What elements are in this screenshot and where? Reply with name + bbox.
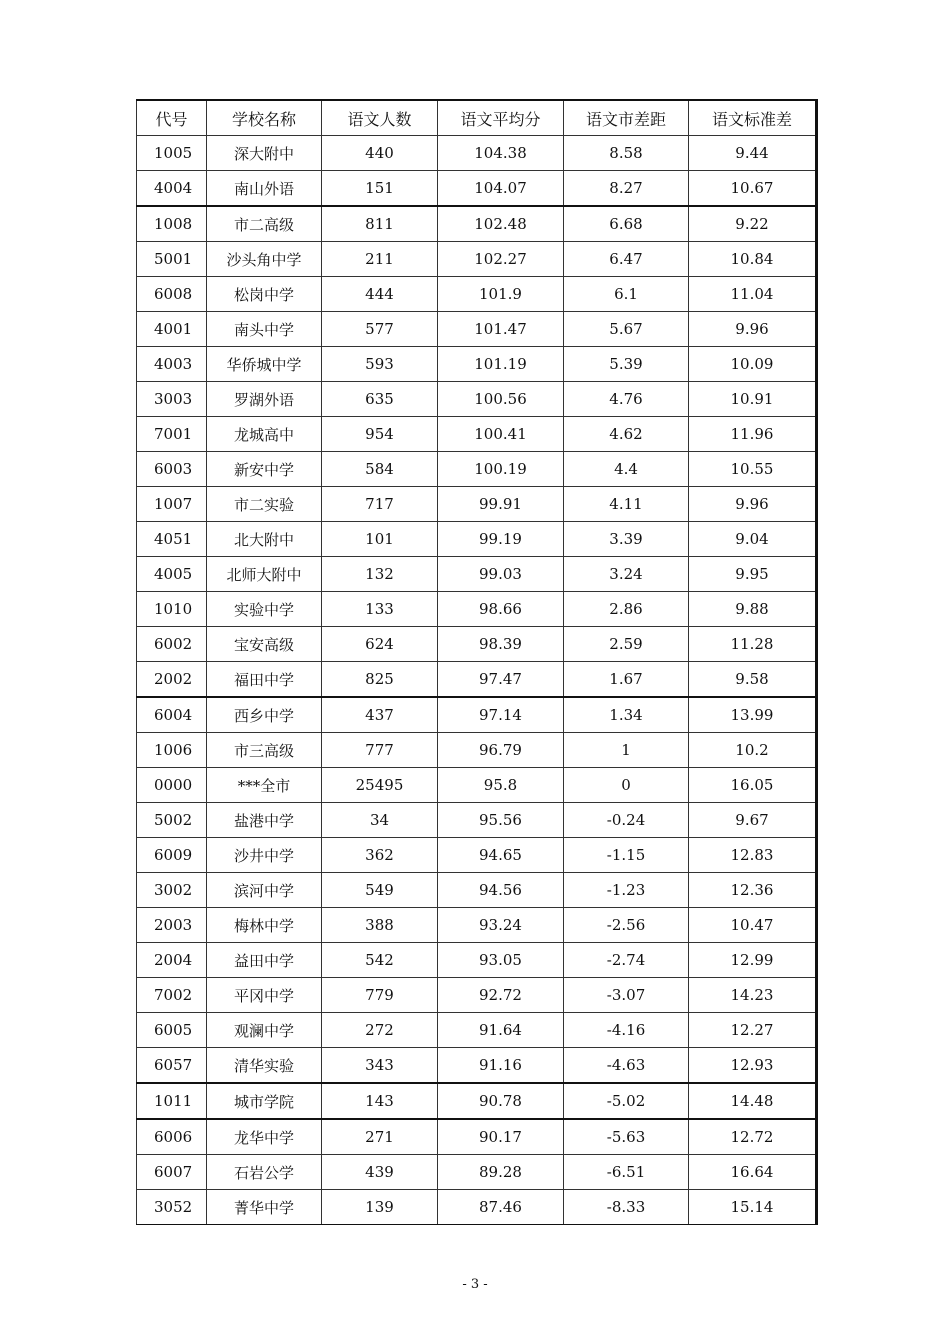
cell-std-dev: 9.96 (689, 487, 817, 522)
cell-school-name: 西乡中学 (207, 697, 322, 733)
table-header (137, 100, 817, 136)
table-row (137, 277, 817, 312)
cell-city-gap: 4.4 (564, 452, 689, 487)
cell-city-gap: 3.24 (564, 557, 689, 592)
cell-average-score: 101.47 (438, 312, 564, 347)
table-row (137, 382, 817, 417)
cell-city-gap: -1.23 (564, 873, 689, 908)
cell-city-gap: -3.07 (564, 978, 689, 1013)
cell-code: 2004 (137, 943, 207, 978)
cell-student-count: 132 (322, 557, 438, 592)
cell-average-score: 100.56 (438, 382, 564, 417)
cell-school-name: 观澜中学 (207, 1013, 322, 1048)
cell-code: 1005 (137, 136, 207, 171)
cell-city-gap: -5.02 (564, 1083, 689, 1119)
cell-std-dev: 14.48 (689, 1083, 817, 1119)
cell-city-gap: 4.11 (564, 487, 689, 522)
cell-city-gap: -8.33 (564, 1190, 689, 1225)
header-std-dev: 语文标准差 (689, 100, 817, 136)
cell-std-dev: 10.2 (689, 733, 817, 768)
cell-student-count: 811 (322, 206, 438, 242)
cell-std-dev: 10.91 (689, 382, 817, 417)
cell-std-dev: 9.95 (689, 557, 817, 592)
cell-city-gap: 2.86 (564, 592, 689, 627)
cell-average-score: 99.19 (438, 522, 564, 557)
page-number: - 3 - (462, 1277, 488, 1292)
cell-average-score: 101.9 (438, 277, 564, 312)
cell-std-dev: 14.23 (689, 978, 817, 1013)
cell-code: 3052 (137, 1190, 207, 1225)
cell-code: 6008 (137, 277, 207, 312)
cell-average-score: 100.41 (438, 417, 564, 452)
cell-student-count: 437 (322, 697, 438, 733)
cell-average-score: 102.48 (438, 206, 564, 242)
cell-student-count: 343 (322, 1048, 438, 1084)
cell-student-count: 139 (322, 1190, 438, 1225)
cell-city-gap: 2.59 (564, 627, 689, 662)
table-row (137, 1119, 817, 1155)
cell-city-gap: -2.74 (564, 943, 689, 978)
header-city-gap: 语文市差距 (564, 100, 689, 136)
cell-school-name: 华侨城中学 (207, 347, 322, 382)
cell-city-gap: 6.47 (564, 242, 689, 277)
cell-code: 1006 (137, 733, 207, 768)
cell-school-name: ***全市 (207, 768, 322, 803)
cell-city-gap: 4.76 (564, 382, 689, 417)
table-row (137, 347, 817, 382)
cell-school-name: 南山外语 (207, 171, 322, 207)
cell-code: 3002 (137, 873, 207, 908)
cell-average-score: 100.19 (438, 452, 564, 487)
cell-code: 6006 (137, 1119, 207, 1155)
cell-average-score: 99.03 (438, 557, 564, 592)
table-row (137, 803, 817, 838)
cell-std-dev: 12.99 (689, 943, 817, 978)
cell-std-dev: 16.64 (689, 1155, 817, 1190)
table-body (137, 136, 817, 1225)
table-row (137, 592, 817, 627)
cell-student-count: 584 (322, 452, 438, 487)
cell-student-count: 542 (322, 943, 438, 978)
cell-code: 4005 (137, 557, 207, 592)
table-row (137, 943, 817, 978)
cell-std-dev: 10.84 (689, 242, 817, 277)
cell-school-name: 龙华中学 (207, 1119, 322, 1155)
cell-student-count: 444 (322, 277, 438, 312)
cell-average-score: 99.91 (438, 487, 564, 522)
cell-std-dev: 12.27 (689, 1013, 817, 1048)
cell-std-dev: 10.47 (689, 908, 817, 943)
cell-student-count: 954 (322, 417, 438, 452)
cell-student-count: 133 (322, 592, 438, 627)
table-row (137, 1190, 817, 1225)
cell-city-gap: 5.67 (564, 312, 689, 347)
cell-code: 4051 (137, 522, 207, 557)
cell-school-name: 梅林中学 (207, 908, 322, 943)
cell-school-name: 盐港中学 (207, 803, 322, 838)
cell-std-dev: 16.05 (689, 768, 817, 803)
cell-code: 1008 (137, 206, 207, 242)
header-school-name: 学校名称 (207, 100, 322, 136)
header-row (137, 100, 817, 136)
table-row (137, 452, 817, 487)
table-row (137, 487, 817, 522)
cell-std-dev: 11.96 (689, 417, 817, 452)
cell-city-gap: 8.58 (564, 136, 689, 171)
cell-std-dev: 12.36 (689, 873, 817, 908)
cell-code: 2002 (137, 662, 207, 698)
cell-city-gap: -5.63 (564, 1119, 689, 1155)
cell-city-gap: 5.39 (564, 347, 689, 382)
cell-city-gap: -4.16 (564, 1013, 689, 1048)
cell-city-gap: 1 (564, 733, 689, 768)
cell-std-dev: 11.28 (689, 627, 817, 662)
table-row (137, 522, 817, 557)
cell-std-dev: 10.09 (689, 347, 817, 382)
cell-student-count: 779 (322, 978, 438, 1013)
table-row (137, 1013, 817, 1048)
cell-average-score: 95.56 (438, 803, 564, 838)
cell-school-name: 南头中学 (207, 312, 322, 347)
cell-city-gap: -4.63 (564, 1048, 689, 1084)
cell-student-count: 271 (322, 1119, 438, 1155)
cell-school-name: 罗湖外语 (207, 382, 322, 417)
table-row (137, 697, 817, 733)
cell-average-score: 94.56 (438, 873, 564, 908)
table-row (137, 1048, 817, 1084)
header-code: 代号 (137, 100, 207, 136)
cell-student-count: 717 (322, 487, 438, 522)
cell-city-gap: 3.39 (564, 522, 689, 557)
cell-code: 7001 (137, 417, 207, 452)
cell-school-name: 滨河中学 (207, 873, 322, 908)
cell-school-name: 菁华中学 (207, 1190, 322, 1225)
cell-student-count: 34 (322, 803, 438, 838)
cell-code: 6057 (137, 1048, 207, 1084)
school-score-table (136, 99, 818, 1225)
cell-student-count: 635 (322, 382, 438, 417)
cell-std-dev: 15.14 (689, 1190, 817, 1225)
cell-average-score: 104.38 (438, 136, 564, 171)
cell-average-score: 98.39 (438, 627, 564, 662)
cell-school-name: 龙城高中 (207, 417, 322, 452)
cell-average-score: 94.65 (438, 838, 564, 873)
cell-city-gap: 8.27 (564, 171, 689, 207)
cell-school-name: 市二高级 (207, 206, 322, 242)
table-row (137, 662, 817, 698)
cell-average-score: 96.79 (438, 733, 564, 768)
cell-code: 3003 (137, 382, 207, 417)
cell-std-dev: 12.83 (689, 838, 817, 873)
cell-city-gap: 6.68 (564, 206, 689, 242)
table-row (137, 242, 817, 277)
table-row (137, 171, 817, 207)
table-row (137, 136, 817, 171)
table-row (137, 627, 817, 662)
cell-city-gap: -6.51 (564, 1155, 689, 1190)
cell-std-dev: 9.22 (689, 206, 817, 242)
header-student-count: 语文人数 (322, 100, 438, 136)
cell-school-name: 城市学院 (207, 1083, 322, 1119)
cell-student-count: 151 (322, 171, 438, 207)
cell-city-gap: 0 (564, 768, 689, 803)
cell-code: 6003 (137, 452, 207, 487)
table-row (137, 417, 817, 452)
cell-city-gap: 1.67 (564, 662, 689, 698)
cell-average-score: 102.27 (438, 242, 564, 277)
cell-std-dev: 12.93 (689, 1048, 817, 1084)
cell-school-name: 新安中学 (207, 452, 322, 487)
cell-code: 1010 (137, 592, 207, 627)
cell-std-dev: 9.44 (689, 136, 817, 171)
cell-code: 6009 (137, 838, 207, 873)
table-row (137, 768, 817, 803)
cell-average-score: 93.24 (438, 908, 564, 943)
cell-std-dev: 9.04 (689, 522, 817, 557)
cell-school-name: 北大附中 (207, 522, 322, 557)
header-average-score: 语文平均分 (438, 100, 564, 136)
cell-average-score: 87.46 (438, 1190, 564, 1225)
table-row (137, 1083, 817, 1119)
cell-city-gap: -2.56 (564, 908, 689, 943)
table-row (137, 838, 817, 873)
cell-city-gap: -0.24 (564, 803, 689, 838)
cell-student-count: 101 (322, 522, 438, 557)
cell-school-name: 平冈中学 (207, 978, 322, 1013)
cell-code: 5001 (137, 242, 207, 277)
cell-std-dev: 9.96 (689, 312, 817, 347)
cell-average-score: 97.47 (438, 662, 564, 698)
cell-std-dev: 9.58 (689, 662, 817, 698)
cell-code: 4004 (137, 171, 207, 207)
cell-code: 2003 (137, 908, 207, 943)
cell-student-count: 272 (322, 1013, 438, 1048)
cell-school-name: 清华实验 (207, 1048, 322, 1084)
cell-school-name: 沙头角中学 (207, 242, 322, 277)
table-row (137, 978, 817, 1013)
cell-average-score: 104.07 (438, 171, 564, 207)
cell-student-count: 593 (322, 347, 438, 382)
table-row (137, 1155, 817, 1190)
cell-school-name: 市二实验 (207, 487, 322, 522)
cell-std-dev: 10.67 (689, 171, 817, 207)
cell-code: 5002 (137, 803, 207, 838)
cell-student-count: 577 (322, 312, 438, 347)
table-row (137, 873, 817, 908)
cell-average-score: 90.17 (438, 1119, 564, 1155)
cell-std-dev: 9.88 (689, 592, 817, 627)
cell-school-name: 石岩公学 (207, 1155, 322, 1190)
cell-city-gap: -1.15 (564, 838, 689, 873)
cell-student-count: 777 (322, 733, 438, 768)
cell-average-score: 89.28 (438, 1155, 564, 1190)
cell-average-score: 90.78 (438, 1083, 564, 1119)
cell-school-name: 沙井中学 (207, 838, 322, 873)
table-row (137, 312, 817, 347)
cell-school-name: 宝安高级 (207, 627, 322, 662)
cell-code: 6005 (137, 1013, 207, 1048)
cell-code: 6004 (137, 697, 207, 733)
cell-city-gap: 6.1 (564, 277, 689, 312)
cell-average-score: 93.05 (438, 943, 564, 978)
cell-average-score: 97.14 (438, 697, 564, 733)
cell-code: 6007 (137, 1155, 207, 1190)
cell-average-score: 101.19 (438, 347, 564, 382)
table-row (137, 557, 817, 592)
cell-student-count: 624 (322, 627, 438, 662)
cell-school-name: 益田中学 (207, 943, 322, 978)
cell-code: 1011 (137, 1083, 207, 1119)
cell-average-score: 98.66 (438, 592, 564, 627)
cell-student-count: 143 (322, 1083, 438, 1119)
cell-code: 4001 (137, 312, 207, 347)
cell-code: 6002 (137, 627, 207, 662)
cell-code: 1007 (137, 487, 207, 522)
cell-school-name: 实验中学 (207, 592, 322, 627)
cell-average-score: 91.16 (438, 1048, 564, 1084)
cell-std-dev: 13.99 (689, 697, 817, 733)
cell-code: 4003 (137, 347, 207, 382)
cell-school-name: 市三高级 (207, 733, 322, 768)
cell-student-count: 439 (322, 1155, 438, 1190)
cell-city-gap: 4.62 (564, 417, 689, 452)
cell-student-count: 388 (322, 908, 438, 943)
cell-student-count: 211 (322, 242, 438, 277)
cell-std-dev: 9.67 (689, 803, 817, 838)
cell-std-dev: 11.04 (689, 277, 817, 312)
cell-student-count: 362 (322, 838, 438, 873)
cell-school-name: 松岗中学 (207, 277, 322, 312)
table-row (137, 908, 817, 943)
cell-student-count: 25495 (322, 768, 438, 803)
cell-code: 7002 (137, 978, 207, 1013)
cell-student-count: 549 (322, 873, 438, 908)
table-row (137, 733, 817, 768)
cell-code: 0000 (137, 768, 207, 803)
table-row (137, 206, 817, 242)
cell-average-score: 91.64 (438, 1013, 564, 1048)
cell-student-count: 440 (322, 136, 438, 171)
cell-school-name: 北师大附中 (207, 557, 322, 592)
cell-average-score: 95.8 (438, 768, 564, 803)
cell-city-gap: 1.34 (564, 697, 689, 733)
cell-std-dev: 12.72 (689, 1119, 817, 1155)
cell-school-name: 深大附中 (207, 136, 322, 171)
cell-average-score: 92.72 (438, 978, 564, 1013)
cell-student-count: 825 (322, 662, 438, 698)
cell-school-name: 福田中学 (207, 662, 322, 698)
cell-std-dev: 10.55 (689, 452, 817, 487)
